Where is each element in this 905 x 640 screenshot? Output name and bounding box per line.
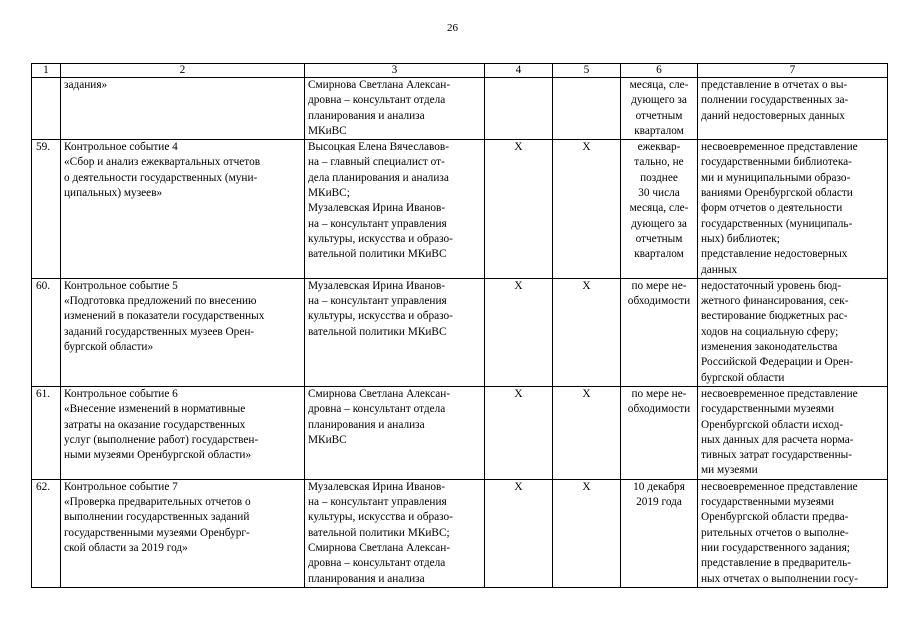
responsible-line: планирования и анализа [308,418,425,431]
mark-col-4: Х [485,386,553,479]
event-line: затраты на оказание государственных [64,418,246,431]
responsible-line: культуры, искусства и образо- [308,232,453,245]
event-cell [61,479,305,587]
event-line: ской области за 2019 год» [64,541,188,554]
responsible-line: планирования и анализа [308,572,425,585]
row-number: 60. [32,278,61,386]
term-line: по мере не- [631,387,687,400]
event-cell [61,278,305,386]
mark-col-5 [553,78,621,140]
term-cell [621,386,698,479]
risk-line: ных данных для расчета норма- [701,433,854,446]
header-row [32,64,888,78]
risk-line: ваниями Оренбургской области [701,187,853,200]
responsible-cell [305,278,485,386]
table-row [32,78,888,140]
term-line: месяца, сле- [629,202,689,215]
event-cell [61,78,305,140]
event-line: «Проверка предварительных отчетов о [64,496,251,509]
risk-line: несвоевременное представление [701,480,858,493]
term-line: 2019 года [636,496,682,509]
term-line: дующего за [631,217,687,230]
responsible-line: Музалевская Ирина Иванов- [308,202,446,215]
table-row [32,140,888,279]
responsible-line: на – консультант управления [308,217,447,230]
risk-cell [698,140,888,279]
responsible-line: вательной политики МКиВС; [308,526,450,539]
responsible-cell [305,140,485,279]
event-line: услуг (выполнение работ) государствен- [64,433,259,446]
row-number: 59. [32,140,61,279]
responsible-line: дровна – консультант отдела [308,94,446,107]
mark-col-5: Х [553,479,621,587]
risk-line: даний недостоверных данных [701,109,845,122]
risk-line: данных [701,263,738,276]
term-cell [621,479,698,587]
responsible-line: на – консультант управления [308,295,447,308]
col-header: 5 [553,64,621,78]
mark-col-4: Х [485,140,553,279]
mark-col-5: Х [553,386,621,479]
event-line: «Сбор и анализ ежеквартальных отчетов [64,156,261,169]
mark-col-5: Х [553,278,621,386]
mark-col-4: Х [485,479,553,587]
responsible-line: дровна – консультант отдела [308,557,446,570]
event-line: Контрольное событие 5 [64,279,178,292]
risk-line: форм отчетов о деятельности [701,202,843,215]
risk-line: государственными музеями [701,496,835,509]
responsible-cell [305,78,485,140]
event-cell [61,140,305,279]
risk-line: нии государственного задания; [701,541,850,554]
event-line: Контрольное событие 4 [64,141,178,154]
risk-cell [698,78,888,140]
risk-line: Российской Федерации и Орен- [701,356,854,369]
term-line: кварталом [634,124,684,137]
event-line: бургской области» [64,341,154,354]
table-row [32,479,888,587]
event-line: «Внесение изменений в нормативные [64,403,246,416]
col-header: 6 [621,64,698,78]
risk-line: ходов на социальную сферу; [701,325,839,338]
risk-line: полнении государственных за- [701,94,849,107]
event-line: Контрольное событие 6 [64,387,178,400]
risk-line: ми и муниципальными образо- [701,171,851,184]
event-line: государственными музеями Оренбург- [64,526,250,539]
responsible-cell [305,386,485,479]
responsible-line: МКиВС; [308,187,350,200]
event-line: ными музеями Оренбургской области» [64,449,252,462]
table-row [32,278,888,386]
term-line: обходимости [627,403,691,416]
risk-line: вестирование бюджетных рас- [701,310,848,323]
event-line: изменений в показатели государственных [64,310,265,323]
term-line: кварталом [634,248,684,261]
responsible-line: Смирнова Светлана Алексан- [308,387,451,400]
col-header: 4 [485,64,553,78]
risk-line: государственными музеями [701,403,835,416]
responsible-line: на – главный специалист от- [308,156,445,169]
term-line: отчетным [635,109,683,122]
mark-col-5: Х [553,140,621,279]
responsible-line: Высоцкая Елена Вячеславов- [308,141,449,154]
term-line: тально, не [634,156,684,169]
responsible-line: планирования и анализа [308,109,425,122]
responsible-line: МКиВС [308,124,347,137]
responsible-line: Смирнова Светлана Алексан- [308,79,451,91]
risk-line: Оренбургской области исход- [701,418,844,431]
risk-line: представление в отчетах о вы- [701,79,848,91]
responsible-line: культуры, искусства и образо- [308,511,453,524]
risk-cell [698,479,888,587]
risk-cell [698,386,888,479]
responsible-line: вательной политики МКиВС [308,325,447,338]
responsible-line: МКиВС [308,433,347,446]
responsible-line: культуры, искусства и образо- [308,310,453,323]
col-header: 3 [305,64,485,78]
event-line: Контрольное событие 7 [64,480,178,493]
mark-col-4 [485,78,553,140]
responsible-cell [305,479,485,587]
row-number [32,78,61,140]
plan-table [31,63,888,588]
risk-cell [698,278,888,386]
risk-line: государственных (муниципаль- [701,217,853,230]
col-header: 2 [61,64,305,78]
risk-line: бургской области [701,371,785,384]
risk-line: Оренбургской области предва- [701,511,849,524]
term-line: отчетным [635,232,683,245]
table-row [32,386,888,479]
risk-line: недостаточный уровень бюд- [701,279,842,292]
term-line: позднее [640,171,678,184]
responsible-line: Музалевская Ирина Иванов- [308,480,446,493]
row-number: 61. [32,386,61,479]
event-line: выполнении государственных заданий [64,511,250,524]
risk-line: ных) библиотек; [701,232,780,245]
risk-line: представление недостоверных [701,248,848,261]
event-line: ципальных) музеев» [64,187,163,200]
risk-line: несвоевременное представление [701,141,858,154]
term-line: 10 декабря [633,480,685,493]
risk-line: тивных затрат государственны- [701,449,852,462]
risk-line: рительных отчетов о выполне- [701,526,849,539]
risk-line: ных отчетах о выполнении госу- [701,572,858,585]
term-line: месяца, сле- [629,79,689,91]
responsible-line: на – консультант управления [308,496,447,509]
risk-line: государственными библиотека- [701,156,852,169]
col-header: 7 [698,64,888,78]
risk-line: несвоевременное представление [701,387,858,400]
risk-line: представление в предваритель- [701,557,852,570]
risk-line: ми музеями [701,464,758,477]
responsible-line: Музалевская Ирина Иванов- [308,279,446,292]
term-cell [621,140,698,279]
row-number: 62. [32,479,61,587]
event-cell [61,386,305,479]
term-line: ежеквар- [637,141,681,154]
col-header: 1 [32,64,61,78]
responsible-line: дела планирования и анализа [308,171,449,184]
responsible-line: вательной политики МКиВС [308,248,447,261]
term-line: 30 числа [638,187,680,200]
responsible-line: дровна – консультант отдела [308,403,446,416]
risk-line: жетного финансирования, сек- [701,295,849,308]
mark-col-4: Х [485,278,553,386]
responsible-line: Смирнова Светлана Алексан- [308,541,451,554]
risk-line: изменения законодательства [701,341,838,354]
event-line: «Подготовка предложений по внесению [64,295,257,308]
term-cell [621,278,698,386]
event-line: задания» [64,79,108,91]
page-number: 26 [447,22,458,34]
term-line: обходимости [627,295,691,308]
term-line: по мере не- [631,279,687,292]
term-cell [621,78,698,140]
event-line: заданий государственных музеев Орен- [64,325,255,338]
event-line: о деятельности государственных (муни- [64,171,258,184]
term-line: дующего за [631,94,687,107]
